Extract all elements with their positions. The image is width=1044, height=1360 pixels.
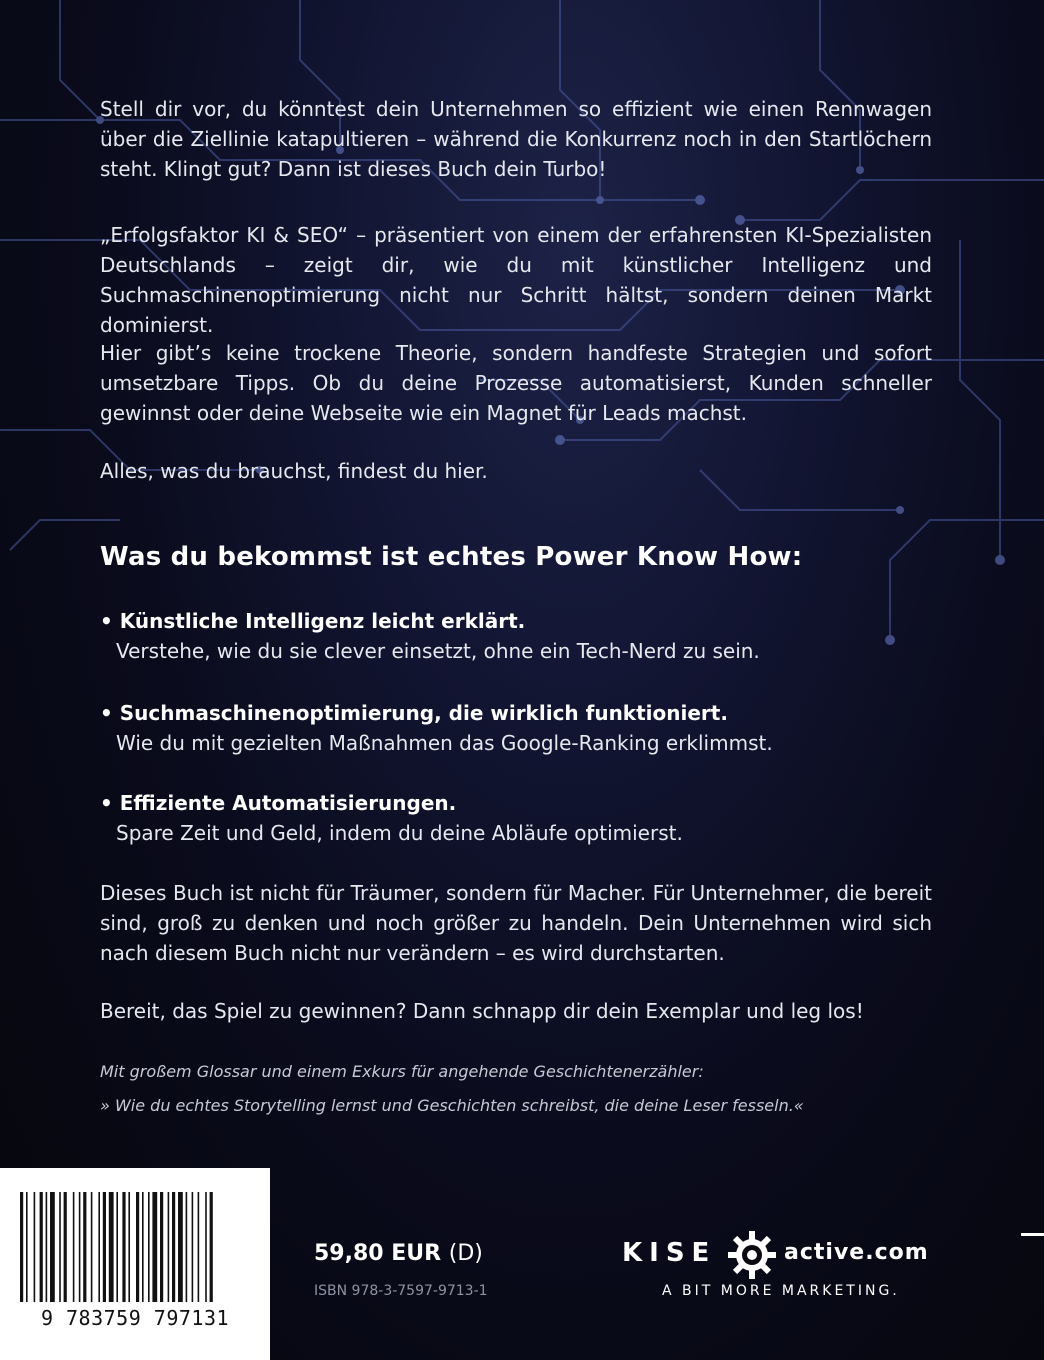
barcode-bar <box>128 1192 130 1302</box>
barcode-bar <box>198 1192 200 1302</box>
barcode-bar <box>40 1192 43 1302</box>
price-amount: 59,80 EUR <box>314 1241 442 1266</box>
benefit-item <box>100 788 932 848</box>
barcode-bar <box>192 1192 194 1302</box>
barcode-bar <box>83 1192 86 1302</box>
barcode-icon <box>0 1168 270 1308</box>
isbn-number: ISBN 978-3-7597-9713-1 <box>314 1283 488 1299</box>
barcode-bar <box>168 1192 170 1302</box>
outro-paragraph-1: Dieses Buch ist nicht für Träumer, sondern für Macher. Für Unternehmer, die bereit sind, groß zu denken und noch größer zu handeln. Dein Unternehmen wird sich nach diesem Buch nicht nur verändern – es wird durchstarten. <box>100 881 932 965</box>
barcode-bar <box>160 1192 163 1302</box>
barcode-bar <box>73 1192 75 1302</box>
barcode-bar <box>98 1192 100 1302</box>
publisher-logo-domain: active.com <box>784 1240 929 1265</box>
barcode-bar <box>103 1192 106 1302</box>
section-headline: Was du bekommst ist echtes Power Know How: <box>100 542 803 572</box>
barcode-bar <box>142 1192 144 1302</box>
publisher-logo-wordmark: KISE <box>622 1238 717 1268</box>
barcode-bar <box>20 1192 23 1302</box>
barcode-bar <box>152 1192 157 1302</box>
bonus-note-line-2: » Wie du echtes Storytelling lernst und Geschichten schreibst, die deine Leser fesseln.« <box>100 1096 804 1115</box>
benefit-text: Verstehe, wie du sie clever einsetzt, ohne ein Tech-Nerd zu sein. <box>116 639 760 663</box>
barcode-panel <box>0 1168 270 1360</box>
barcode-bar <box>210 1192 213 1302</box>
benefit-item <box>100 606 932 666</box>
benefit-title: • Suchmaschinenoptimierung, die wirklich funktioniert. <box>100 701 728 725</box>
barcode-bar <box>186 1192 188 1302</box>
barcode-bar <box>79 1192 81 1302</box>
barcode-bar <box>136 1192 139 1302</box>
intro-paragraph-4: Alles, was du brauchst, findest du hier. <box>100 459 488 483</box>
barcode-digits: 9 783759 797131 <box>40 1306 230 1330</box>
benefit-title: • Künstliche Intelligenz leicht erklärt. <box>100 609 526 633</box>
barcode-bar <box>50 1192 55 1302</box>
outro-paragraph-2: Bereit, das Spiel zu gewinnen? Dann schnapp dir dein Exemplar und leg los! <box>100 999 864 1023</box>
barcode-bar <box>172 1192 175 1302</box>
edge-marker <box>1021 1233 1044 1236</box>
price-country: (D) <box>448 1241 483 1266</box>
barcode-bar <box>205 1192 207 1302</box>
barcode-bar <box>59 1192 61 1302</box>
intro-paragraph-2: „Erfolgsfaktor KI & SEO“ – präsentiert von einem der erfahrensten KI-Spezialisten Deutschlands – zeigt dir, wie du mit künstlicher Intelligenz und Suchmaschinenoptimierung nicht nur Schritt hältst, sondern deinen Markt dominierst. <box>100 223 932 337</box>
barcode-bar <box>109 1192 114 1302</box>
publisher-tagline: A BIT MORE MARKETING. <box>662 1283 900 1299</box>
barcode-bar <box>34 1192 36 1302</box>
barcode-bar <box>148 1192 150 1302</box>
barcode-bar <box>116 1192 118 1302</box>
barcode-bar <box>46 1192 48 1302</box>
barcode-bar <box>122 1192 125 1302</box>
intro-paragraph-3: Hier gibt’s keine trockene Theorie, sondern handfeste Strategien und sofort umsetzbare Tipps. Ob du deine Prozesse automatisierst, Kunden schneller gewinnst oder deine Webseite wie ein Magnet für Leads machst. <box>100 341 932 425</box>
benefit-text: Wie du mit gezielten Maßnahmen das Google-Ranking erklimmst. <box>116 731 773 755</box>
intro-paragraph-1: Stell dir vor, du könntest dein Unternehmen so effizient wie einen Rennwagen über die Ziellinie katapultieren – während die Konkurrenz noch in den Startlöchern steht. Klingt gut? Dann ist dieses Buch dein Turbo! <box>100 97 932 181</box>
benefit-item <box>100 698 932 758</box>
price-label <box>314 1241 483 1266</box>
bonus-note-line-1: Mit großem Glossar und einem Exkurs für angehende Geschichtenerzähler: <box>100 1062 704 1081</box>
barcode-bar <box>26 1192 28 1302</box>
benefit-text: Spare Zeit und Geld, indem du deine Abläufe optimierst. <box>116 821 683 845</box>
barcode-bar <box>178 1192 183 1302</box>
barcode-bar <box>91 1192 93 1302</box>
barcode-bar <box>64 1192 67 1302</box>
gear-icon <box>726 1229 778 1281</box>
benefit-title: • Effiziente Automatisierungen. <box>100 791 457 815</box>
